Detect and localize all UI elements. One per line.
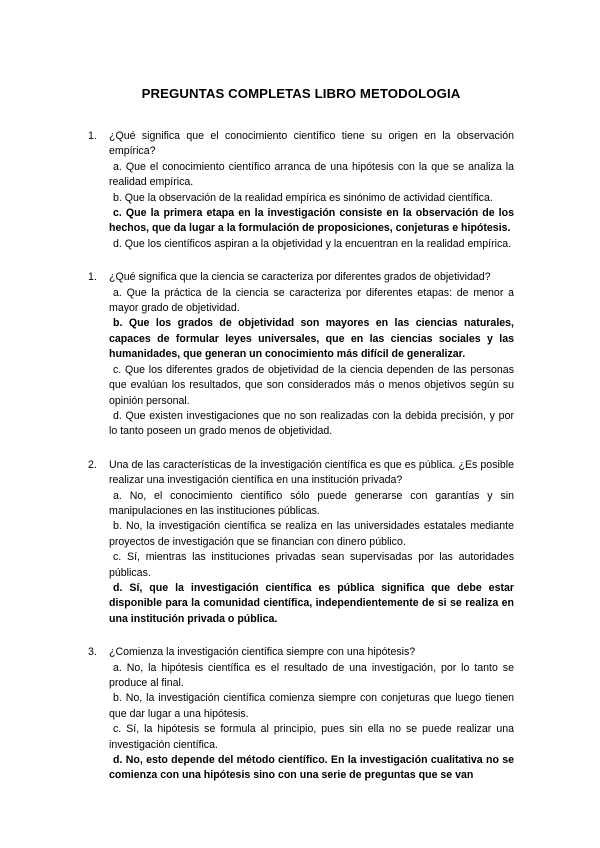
question-1 (88, 129, 514, 252)
question-number: 1. (88, 130, 97, 142)
question-text: Una de las características de la investigación científica es que es pública. ¿Es posible realizar una investigación científica en una institución privada? (109, 458, 514, 487)
option-b: b. No, la investigación científica se realiza en las universidades estatales mediante proyectos de investigación que se financian con dinero público. (109, 520, 514, 548)
option-b: b. No, la investigación científica comienza siempre con conjeturas que luego tienen que dar lugar a una hipótesis. (109, 692, 514, 720)
question-text: ¿Qué significa que el conocimiento científico tiene su origen en la observación empírica? (109, 130, 514, 158)
question-number: 2. (88, 458, 97, 471)
question-text: ¿Comienza la investigación científica siempre con una hipótesis? (109, 646, 416, 659)
option-a: a. No, la hipótesis científica es el resultado de una investigación, por lo tanto se produce al final. (109, 661, 514, 689)
option-a: a. No, el conocimiento científico sólo puede generarse con garantías y sin manipulaciones en las instituciones públicas. (109, 489, 514, 517)
question-4 (88, 645, 514, 784)
question-number: 3. (88, 646, 97, 659)
option-d: d. Que existen investigaciones que no son realizadas con la debida precisión, y por lo tanto poseen un grado menos de objetividad. (109, 409, 514, 438)
question-text: ¿Qué significa que la ciencia se caracteriza por diferentes grados de objetividad? (109, 271, 491, 284)
option-d-correct: d. No, esto depende del método científico. En la investigación cualitativa no se comienza con una hipótesis sino con una serie de preguntas que se van (109, 754, 514, 782)
option-a: a. Que la práctica de la ciencia se caracteriza por diferentes etapas: de menor a mayor grado de objetividad. (109, 286, 514, 315)
option-b: b. Que la observación de la realidad empírica es sinónimo de actividad científica. (113, 191, 493, 204)
option-c-correct: c. Que la primera etapa en la investigación consiste en la observación de los hechos, que da lugar a la formulación de proposiciones, conjeturas e hipótesis. (109, 207, 514, 235)
option-a: a. Que el conocimiento científico arranca de una hipótesis con la que se analiza la realidad empírica. (109, 160, 514, 189)
option-d-correct: d. Sí, que la investigación científica es pública significa que debe estar disponible para la comunidad científica, independientemente de si se realiza en una institución privada o pública. (109, 581, 514, 625)
question-2 (88, 270, 514, 439)
option-c: c. Que los diferentes grados de objetividad de la ciencia dependen de las personas que evalúan los resultados, que son considerados más o menos objetivos según su opinión personal. (109, 363, 514, 407)
option-d: d. Que los científicos aspiran a la objetividad y la encuentran en la realidad empírica. (113, 237, 512, 250)
option-b-correct: b. Que los grados de objetividad son mayores en las ciencias naturales, capaces de formular leyes universales, que en las ciencias sociales y las humanidades, que generan un conocimiento más difícil de generalizar. (109, 317, 514, 361)
document-title: PREGUNTAS COMPLETAS LIBRO METODOLOGIA (141, 86, 461, 101)
option-c: c. Sí, mientras las instituciones privadas sean supervisadas por las autoridades públicas. (109, 551, 514, 579)
option-c: c. Sí, la hipótesis se formula al principio, pues sin ella no se puede realizar una investigación científica. (109, 723, 514, 751)
question-number: 1. (88, 271, 97, 284)
question-3 (88, 458, 514, 627)
